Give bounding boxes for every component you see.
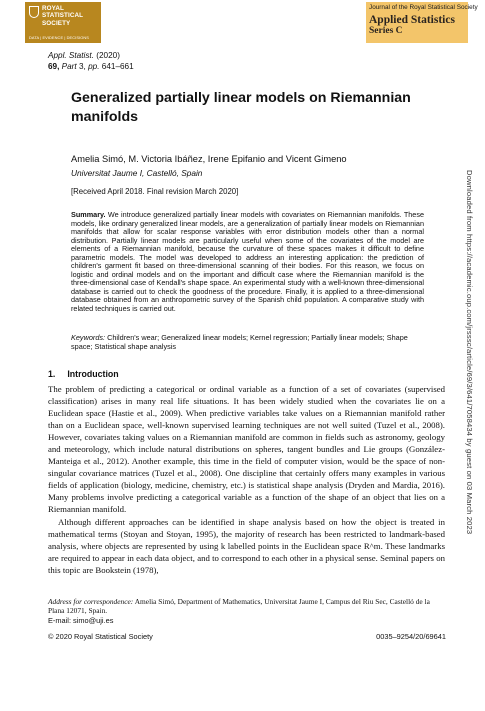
society-name: ROYAL STATISTICAL SOCIETY xyxy=(42,5,83,27)
rss-logo xyxy=(25,2,101,43)
journal-title: Applied Statistics xyxy=(369,14,455,26)
citation-part-label: Part xyxy=(61,61,77,71)
citation-pp-label: pp. xyxy=(88,61,100,71)
correspondence-email: E-mail: simo@uji.es xyxy=(48,615,114,625)
correspondence xyxy=(48,597,445,625)
article-title: Generalized partially linear models on Riemannian manifolds xyxy=(71,90,411,125)
citation xyxy=(48,51,134,72)
correspondence-label: Address for correspondence: xyxy=(48,597,134,606)
article-affiliation: Universitat Jaume I, Castelló, Spain xyxy=(71,168,203,178)
keywords-label: Keywords: xyxy=(71,333,106,342)
keywords xyxy=(71,334,421,351)
journal-series: Series C xyxy=(369,26,403,36)
paragraph: Although different approaches can be identified in shape analysis based on how the object is treated in mathematical terms (Stoyan and Stoyan, 1995), the majority of research has been restricted to landmark-based analysis, where objects are represented by using k labelled points in the Euclidean space R^m. These landmarks are required to appear in each data object, and to correspond to each other in a physical sense. Seminal papers on this topic are Bookstein (1978), xyxy=(48,516,445,575)
keywords-text: Children's wear; Generalized linear models; Kernel regression; Partially linear models; Shape space; Statistical shape analysis xyxy=(71,333,408,351)
crest-icon xyxy=(29,6,39,18)
society-tagline: DATA | EVIDENCE | DECISIONS xyxy=(29,35,89,40)
citation-volume: 69, xyxy=(48,61,60,71)
citation-part: 3, xyxy=(78,61,86,71)
journal-name: Journal of the Royal Statistical Society xyxy=(369,4,478,11)
section-number: 1. xyxy=(48,369,56,379)
citation-journal: Appl. Statist. xyxy=(48,51,94,60)
summary-text: We introduce generalized partially linear models with covariates on Riemannian manifolds. These models, like ordinary generalized linear models, are a generalization of partially linear models on Riemannian manifolds that allow for scalar response variables with error distribution models other than a normal distribution. Partially linear models are particularly useful when some of the covariates of the model are elements of a Riemannian manifold, because the curvature of these spaces makes it difficult to define parametric models. The model was developed to address an interesting application: the prediction of children's garment fit based on three-dimensional scanning of their bodies. For this reason, we focus on logistic and ordinal models and on the important and difficult case where the Riemannian manifold is the three-dimensional case of Kendall's shape space. An experimental study with a well-known three-dimensional database is carried out to check the goodness of the procedure. Finally, it is applied to a three-dimensional database obtained from an anthropometric survey of the Spanish child population. A comparative study with related techniques is carried out. xyxy=(71,210,424,314)
received-dates: [Received April 2018. Final revision March 2020] xyxy=(71,187,239,196)
section-title: Introduction xyxy=(67,369,119,379)
summary-label: Summary. xyxy=(71,210,106,219)
correspondence-address: Amelia Simó, Department of Mathematics, Universitat Jaume I, Campus del Riu Sec, Castelló de la Plana 12071, Spain. xyxy=(48,597,430,616)
page-footer xyxy=(48,632,446,641)
citation-pages: 641–661 xyxy=(101,61,134,71)
article-authors: Amelia Simó, M. Victoria Ibáñez, Irene Epifanio and Vicent Gimeno xyxy=(71,154,347,164)
body-text xyxy=(48,383,445,576)
download-note: Downloaded from https://academic.oup.com/jrsssc/article/69/3/641/7058434 by guest on 03 March 2023 xyxy=(465,170,474,535)
copyright: © 2020 Royal Statistical Society xyxy=(48,632,153,641)
paragraph: The problem of predicting a categorical or ordinal variable as a function of a set of covariates (supervised classification) arises in many real life situations. It has been widely studied when the covariates lie on a Euclidean space (Hastie et al., 2009). When predictive variables take values on a Riemannian manifold rather than on a Euclidean space, well-known supervised learning techniques are not well suited (Tuzel et al., 2008). However, covariates taking values on a Riemannian manifold are common in fields such as astronomy, geology and meteorology, which include natural distributions on spheres, tangent bundles and Lie groups (González-Manteiga et al., 2012). Another example, this time in the field of computer vision, would be the space of non-singular covariance matrices (Tuzel et al., 2008). One discipline that certainly offers many examples in various fields of application (biology, medicine, chemistry, etc.) is statistical shape analysis (Dryden and Mardia, 2016). Many problems involve predicting a categorical variable as a function of the shape of an object that lies on a Riemannian manifold. xyxy=(48,384,445,515)
citation-year: (2020) xyxy=(96,51,120,60)
issn: 0035–9254/20/69641 xyxy=(376,632,446,641)
abstract xyxy=(71,211,424,314)
section-heading xyxy=(48,369,119,379)
journal-banner xyxy=(366,2,478,43)
